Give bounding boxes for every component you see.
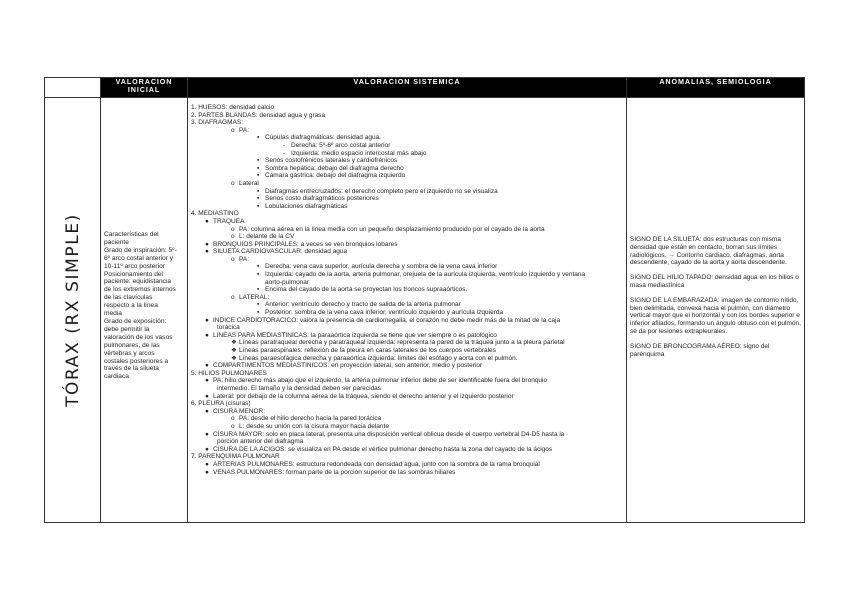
system-line-text: PA: desde el hilio derecho hacia la pared torácica [239, 415, 382, 423]
system-line [191, 423, 624, 431]
paragraph-gap [630, 336, 801, 343]
system-line-text: 3. DIAFRAGMAS: [191, 119, 244, 127]
system-line-text: Derecha: vena cava superior, aurícula derecha y sombra de la vena cava inferior [265, 263, 498, 271]
bullet-icon: ● [205, 362, 209, 370]
initial-line: de los extremos internos [104, 286, 176, 294]
bullet-icon: ▪ [257, 309, 260, 317]
system-line-text: Izquierda: cayado de la aorta, arteria pulmonar, orejuela de la aurícula izquierda, ventrículo izquierdo y ventana [265, 271, 586, 279]
bullet-icon: ● [205, 407, 209, 415]
system-line [191, 294, 624, 302]
system-line [191, 157, 624, 165]
system-line-text: PA: [239, 255, 249, 263]
system-line [191, 309, 624, 317]
system-line [191, 469, 624, 477]
system-line [191, 104, 624, 112]
anomalies-cell [627, 98, 805, 523]
initial-line: media [104, 310, 122, 318]
bullet-icon: ▪ [257, 195, 260, 203]
initial-line: vértebras y arcos [104, 349, 155, 357]
bullet-icon: ● [205, 430, 209, 438]
bullet-icon: ▪ [257, 263, 260, 271]
system-line [191, 256, 624, 264]
bullet-icon: ● [205, 468, 209, 476]
system-line [191, 172, 624, 180]
system-line-text: Senos costofrénicos laterales y cardiofrénicos [265, 157, 398, 165]
initial-line: pulmonares, de las [104, 341, 160, 349]
row-label: TÓRAX (RX SIMPLE) [62, 213, 83, 407]
bullet-icon: o [231, 233, 235, 241]
system-line [191, 301, 624, 309]
system-line-text: Sombra hepática: debajo del diafragma derecho [265, 164, 404, 172]
system-line [191, 248, 624, 256]
system-line [191, 415, 624, 423]
system-line-text: SILUETA CARDIOVASCULAR: densidad agua [213, 248, 348, 256]
thorax-row [45, 98, 805, 523]
system-line-text: PA: hilio derecho más abajo que el izquierdo, la arteria pulmonar inferior debe de ser identificable fuera del bronquio [213, 377, 548, 385]
system-line [191, 370, 624, 378]
row-label-cell [45, 98, 101, 523]
system-line-text: BRONQUIOS PRINCIPALES: a veces se ven bronquios lobares [213, 240, 398, 248]
bullet-icon: ▪ [257, 286, 260, 294]
system-line [191, 241, 624, 249]
system-line-text: Derecha: 5º-6º arco costal anterior [291, 141, 391, 149]
bullet-icon: - [283, 149, 286, 157]
system-line-text: Anterior: ventrículo derecho y tracto de salida de la arteria pulmonar [265, 301, 461, 309]
system-line [191, 347, 624, 355]
system-line [191, 385, 624, 393]
system-line-text: Cúpulas diafragmáticas: densidad agua. [265, 134, 381, 142]
bullet-icon: ▪ [257, 164, 260, 172]
system-line-text: 2. PARTES BLANDAS: densidad agua y grasa [191, 111, 326, 119]
system-line [191, 453, 624, 461]
bullet-icon: ● [205, 392, 209, 400]
initial-line: valoración de los vasos [104, 333, 173, 341]
paragraph-gap [630, 290, 801, 297]
system-line-text: VENAS PULMONARES: forman parte de la porción superior de las sombras hiliares [213, 468, 456, 476]
system-line [191, 165, 624, 173]
chest-xray-table [44, 77, 805, 523]
system-line-text: intermedio. El tamaño y la densidad deben ser parecidas [217, 384, 382, 392]
bullet-icon: o [231, 179, 235, 187]
anomaly-paragraph: SIGNO DEL HILIO TAPADO: densidad agua en los hilios o masa mediastínica [630, 274, 799, 289]
initial-line: de las clavículas [104, 294, 153, 302]
initial-line: Características del [104, 231, 159, 238]
header-initial-line-2: INICIAL [127, 85, 161, 94]
system-line [191, 408, 624, 416]
system-line [191, 438, 624, 446]
system-line-text: porción anterior del diafragma [217, 438, 304, 446]
system-line-text: 6. PLEURA (cisuras) [191, 400, 251, 408]
system-line-text: Diafragmas entrecruzados: el derecho completo pero el izquierdo no se visualiza [265, 187, 498, 195]
system-line [191, 150, 624, 158]
system-line-text: PA: [239, 126, 249, 134]
bullet-icon: ● [205, 316, 209, 324]
system-line [191, 233, 624, 241]
bullet-icon: ❖ [231, 339, 237, 347]
system-line [191, 134, 624, 142]
system-line-text: Cámara gástrica: debajo del diafragma izquierdo [265, 172, 406, 180]
system-line [191, 279, 624, 287]
initial-line: Grado de exposición: [104, 317, 167, 325]
initial-line: través de la silueta [104, 365, 159, 373]
bullet-icon: o [231, 255, 235, 263]
system-line [191, 142, 624, 150]
system-line-text: COMPARTIMENTOS MEDIASTINICOS: en proyección lateral, son anterior, medio y posterior [213, 362, 483, 370]
system-line-text: CISURA MAYOR: solo en placa lateral, presenta una disposición vertical oblicua desde el cuerpo vertebral D4-D5 hasta la [213, 430, 565, 438]
system-line [191, 393, 624, 401]
bullet-icon: ▪ [257, 187, 260, 195]
bullet-icon: ● [205, 331, 209, 339]
system-line-text: Líneas paratraqueal derecha y paratraqueal izquierda: representa la pared de la tráquea junto a la pleura parietal [239, 339, 565, 347]
anomaly-paragraph: SIGNO DE LA SILUETA: dos estructuras con misma densidad que están en contacto, borran sus límites radiológicos. → Contorno cardiaco, diafragmas, aorta descendente, cayado de la aorta y aorta descendente. [630, 236, 787, 267]
bullet-icon: ❖ [231, 347, 237, 354]
system-line [191, 203, 624, 211]
initial-line: 6º arco costal anterior y [104, 254, 174, 262]
bullet-icon: ▪ [257, 271, 260, 279]
header-row [45, 78, 805, 98]
system-line [191, 112, 624, 120]
system-line-text: Lateral: por debajo de la columna aérea de la tráquea, siendo el derecho anterior y el izquierdo posterior [213, 392, 514, 400]
initial-line: costales posteriores a [104, 357, 169, 365]
header-anomalies: ANOMALIAS, SEMIOLOGIA [627, 78, 805, 98]
system-line [191, 362, 624, 370]
bullet-icon: ● [205, 377, 209, 385]
bullet-icon: ❖ [231, 354, 237, 362]
header-systemic-assessment: VALORACION SISTEMICA [188, 78, 627, 98]
initial-line: paciente: equidistancia [104, 278, 172, 286]
system-line [191, 210, 624, 218]
system-line [191, 127, 624, 135]
bullet-icon: o [231, 415, 235, 423]
system-line-text: L: delante de la CV [239, 233, 295, 241]
system-line-text: L: desde su unión con la cisura mayor hacia delante [239, 422, 389, 430]
system-line-text: 1. HUESOS: densidad calcio [191, 104, 275, 111]
system-line [191, 286, 624, 294]
system-line-text: Lateral [239, 179, 259, 187]
bullet-icon: ▪ [257, 134, 260, 142]
system-line [191, 324, 624, 332]
header-blank-cell [45, 78, 101, 98]
initial-line: cardiaca [104, 373, 129, 381]
system-line [191, 188, 624, 196]
system-line [191, 377, 624, 385]
bullet-icon: ▪ [257, 202, 260, 210]
system-line-text: 5. HILIOS PULMONARES [191, 369, 267, 377]
system-line-text: aorto-pulmonar [265, 278, 310, 286]
system-line-text: INDICE CARDIOTORACICO: valora la presencia de cardiomegalia, el corazón no debe medir más de la mitad de la caja [213, 316, 561, 324]
system-line-text: CISURA DE LA ÁCIGOS: se visualiza en PA desde el vértice pulmonar derecho hasta la zona del cayado de la ácigos [213, 445, 553, 453]
system-line [191, 263, 624, 271]
system-line [191, 226, 624, 234]
system-line [191, 431, 624, 439]
system-line-text: Izquierda: medio espacio intercostal más abajo [291, 149, 427, 157]
bullet-icon: ● [205, 248, 209, 256]
system-line-text: Posterior: sombra de la vena cava inferior, ventrículo izquierdo y aurícula izquierda [265, 309, 504, 317]
bullet-icon: ● [205, 217, 209, 225]
system-line [191, 332, 624, 340]
system-line [191, 339, 624, 347]
systemic-assessment-cell [188, 98, 627, 523]
bullet-icon: ▪ [257, 157, 260, 165]
bullet-icon: - [283, 141, 286, 149]
initial-line: 10-11º arco posterior [104, 262, 165, 270]
system-line-text: Líneas paraespinales: reflexión de la pleura en caras laterales de los cuerpos vertebrales [239, 347, 496, 354]
initial-line: Grado de inspiración: 5º- [104, 246, 177, 254]
system-line [191, 446, 624, 454]
bullet-icon: ● [205, 445, 209, 453]
paragraph-gap [630, 267, 801, 274]
initial-assessment-cell [101, 98, 188, 523]
system-line-text: Encima del cayado de la aorta se proyectan los troncos supraaórticos. [265, 286, 468, 294]
system-line-text: Lobulaciones diafragmáticas [265, 202, 348, 210]
bullet-icon: o [231, 422, 235, 430]
header-initial-line-1: VALORACION [115, 77, 173, 86]
system-line-text: LINEAS PARA MEDIASTINICAS: la paraaórtica izquierda se tiene que ver siempre o es patológico [213, 331, 497, 339]
system-line-text: CISURA MENOR: [213, 407, 266, 415]
initial-line: debe permitir la [104, 325, 150, 333]
system-line [191, 317, 624, 325]
system-line [191, 461, 624, 469]
system-line [191, 355, 624, 363]
initial-line: paciente [104, 238, 129, 246]
bullet-icon: ▪ [257, 301, 260, 309]
header-initial-assessment [101, 78, 188, 98]
bullet-icon: ● [205, 240, 209, 248]
system-line [191, 400, 624, 408]
bullet-icon: o [231, 225, 235, 233]
system-line [191, 218, 624, 226]
bullet-icon: ▪ [257, 172, 260, 180]
system-line-text: Senos costo diafragmáticos posteriores [265, 195, 379, 203]
system-line-text: ARTERIAS PULMONARES: estructura redondeada con densidad agua, junto con la sombra de la rama bronquial [213, 460, 540, 468]
bullet-icon: ● [205, 460, 209, 468]
system-line-text: PA: columna aérea en la línea media con un pequeño desplazamiento producido por el cayado de la aorta [239, 225, 545, 233]
system-line-text: torácica [217, 324, 240, 332]
system-line-text: TRÁQUEA [213, 217, 245, 225]
system-line [191, 119, 624, 127]
system-line-text: 7. PARENQUIMA PULMONAR [191, 453, 280, 461]
system-line [191, 180, 624, 188]
system-line [191, 271, 624, 279]
system-line-text: LATERAL: [239, 293, 270, 301]
anomaly-paragraph: SIGNO DE BRONCOGRAMA AÉREO: signo del parénquima [630, 342, 770, 358]
system-line-text: 4. MEDIASTINO [191, 210, 239, 218]
anomaly-paragraph: SIGNO DE LA EMBARAZADA: imagen de contorno nítido, bien delimitada, convexa hacia el pulmón, con diámetro vertical mayor que el horizontal y con los bordes superior e inferior afilados, formando un ángulo obtuso con el pulmón, se da por lesiones extrapleurales. [630, 296, 801, 335]
bullet-icon: o [231, 293, 235, 301]
initial-line: respecto a la línea [104, 302, 158, 310]
system-line [191, 195, 624, 203]
initial-line: Posicionamiento del [104, 270, 164, 278]
system-line-text: Líneas paraesofágica derecha y paraaórtica izquierda: límites del esófago y aorta con el pulmón. [239, 354, 518, 362]
bullet-icon: o [231, 126, 235, 134]
